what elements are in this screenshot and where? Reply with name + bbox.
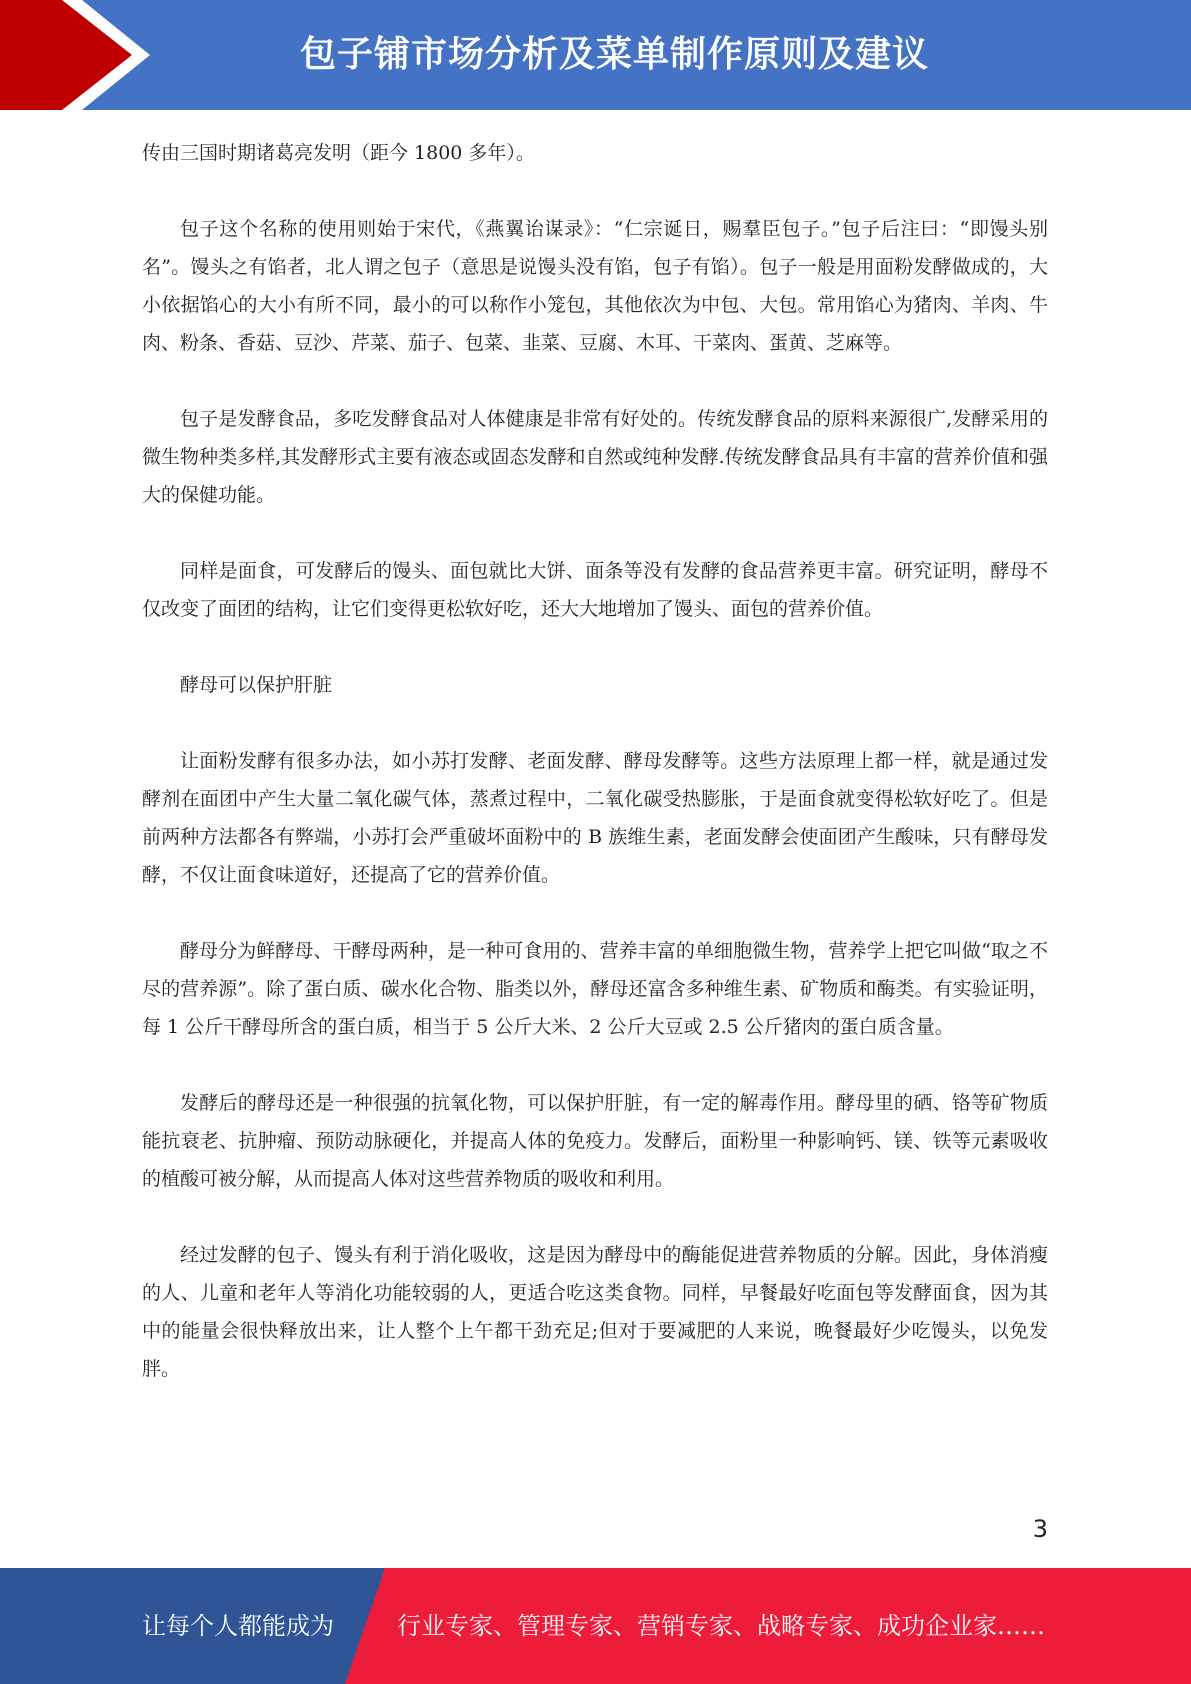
paragraph-4: 同样是面食，可发酵后的馒头、面包就比大饼、面条等没有发酵的食品营养更丰富。研究证明，酵母不仅改变了面团的结构，让它们变得更松软好吃，还大大地增加了馒头、面包的营养价值。 [142, 560, 1048, 620]
page-title: 包子铺市场分析及菜单制作原则及建议 [300, 34, 930, 75]
page-number: 3 [1032, 1515, 1048, 1543]
paragraph-5: 酵母可以保护肝脏 [180, 674, 333, 696]
page-footer [0, 1568, 1191, 1684]
paragraph-3: 包子是发酵食品，多吃发酵食品对人体健康是非常有好处的。传统发酵食品的原料来源很广,发酵采用的微生物种类多样,其发酵形式主要有液态或固态发酵和自然或纯种发酵.传统发酵食品具有丰富的营养价值和强大的保健功能。 [142, 408, 1048, 506]
footer-slogan-left: 让每个人都能成为 [142, 1612, 334, 1640]
footer-slogan-right: 行业专家、管理专家、营销专家、战略专家、成功企业家…… [397, 1612, 1045, 1640]
paragraph-2: 包子这个名称的使用则始于宋代，《燕翼诒谋录》：“仁宗诞日，赐羣臣包子。”包子后注曰：“即馒头别名”。馒头之有馅者，北人谓之包子（意思是说馒头没有馅，包子有馅）。包子一般是用面粉发酵做成的，大小依据馅心的大小有所不同，最小的可以称作小笼包，其他依次为中包、大包。常用馅心为猪肉、羊肉、牛肉、粉条、香菇、豆沙、芹菜、茄子、包菜、韭菜、豆腐、木耳、干菜肉、蛋黄、芝麻等。 [142, 218, 1048, 354]
paragraph-9: 经过发酵的包子、馒头有利于消化吸收，这是因为酵母中的酶能促进营养物质的分解。因此，身体消瘦的人、儿童和老年人等消化功能较弱的人，更适合吃这类食物。同样，早餐最好吃面包等发酵面食，因为其中的能量会很快释放出来，让人整个上午都干劲充足;但对于要减肥的人来说，晚餐最好少吃馒头，以免发胖。 [142, 1244, 1048, 1380]
paragraph-6: 让面粉发酵有很多办法，如小苏打发酵、老面发酵、酵母发酵等。这些方法原理上都一样，就是通过发酵剂在面团中产生大量二氧化碳气体，蒸煮过程中，二氧化碳受热膨胀，于是面食就变得松软好吃了。但是前两种方法都各有弊端，小苏打会严重破坏面粉中的 B 族维生素，老面发酵会使面团产生酸味，只有酵母发酵，不仅让面食味道好，还提高了它的营养价值。 [142, 750, 1048, 886]
document-body [142, 134, 1048, 1426]
paragraph-7: 酵母分为鲜酵母、干酵母两种，是一种可食用的、营养丰富的单细胞微生物，营养学上把它叫做“取之不尽的营养源”。除了蛋白质、碳水化合物、脂类以外，酵母还富含多种维生素、矿物质和酶类。有实验证明，每 1 公斤干酵母所含的蛋白质，相当于 5 公斤大米、2 公斤大豆或 2.5 公斤猪肉的蛋白质含量。 [142, 940, 1048, 1038]
paragraph-8: 发酵后的酵母还是一种很强的抗氧化物，可以保护肝脏，有一定的解毒作用。酵母里的硒、铬等矿物质能抗衰老、抗肿瘤、预防动脉硬化，并提高人体的免疫力。发酵后，面粉里一种影响钙、镁、铁等元素吸收的植酸可被分解，从而提高人体对这些营养物质的吸收和利用。 [142, 1092, 1048, 1190]
page-header [0, 0, 1191, 110]
paragraph-1: 传由三国时期诸葛亮发明（距今 1800 多年）。 [142, 142, 535, 164]
